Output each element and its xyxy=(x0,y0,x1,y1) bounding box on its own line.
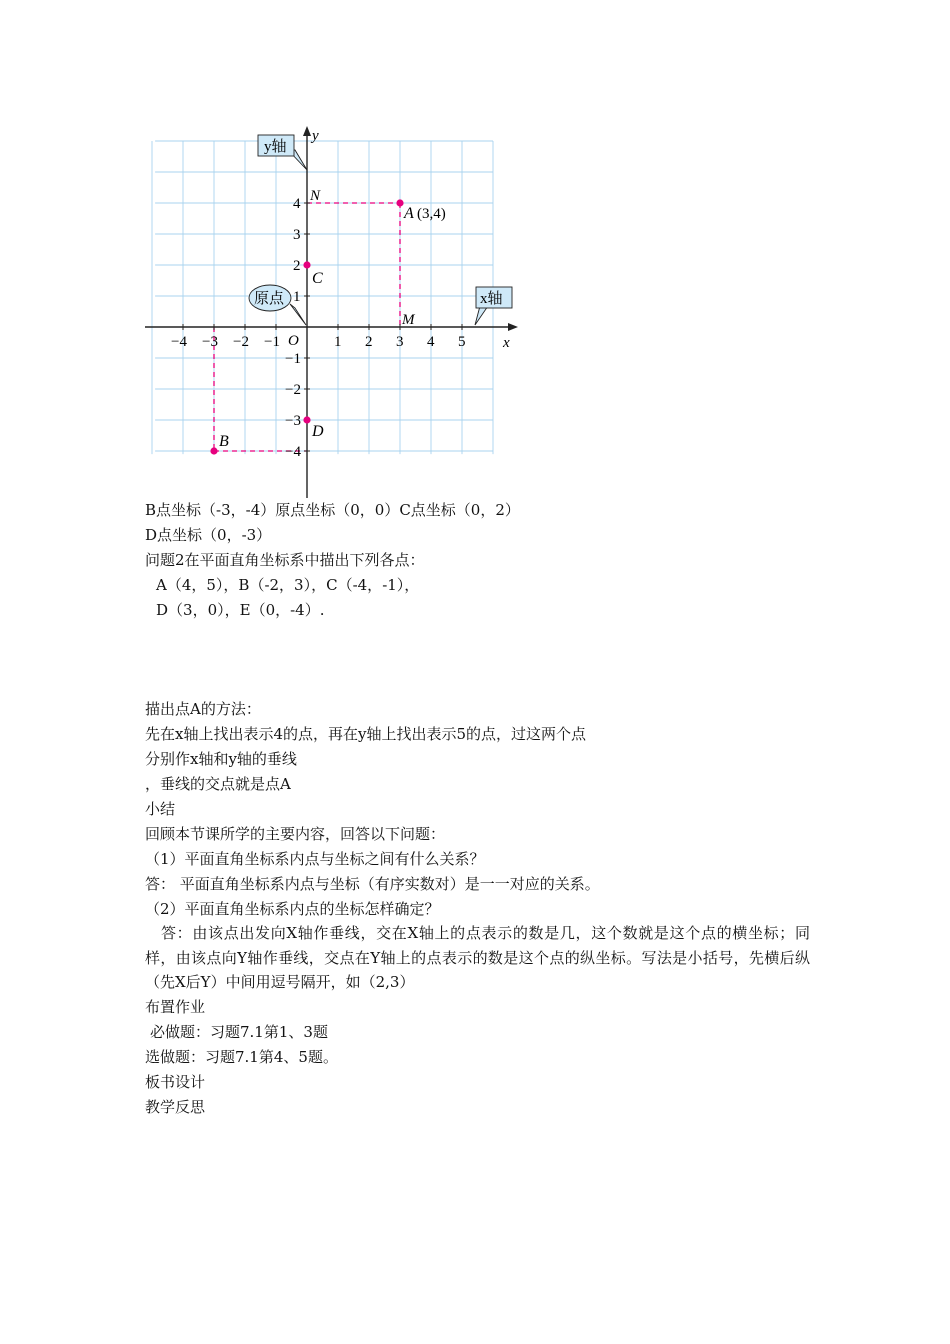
section-heading-reflection: 教学反思 xyxy=(145,1098,206,1116)
y-callout-text: y轴 xyxy=(264,139,287,155)
y-axis-arrow xyxy=(303,126,311,136)
x-tick-label: 1 xyxy=(334,334,342,350)
question-1: （1）平面直角坐标系内点与坐标之间有什么关系？ xyxy=(145,850,485,868)
y-tick-label: 3 xyxy=(293,227,301,243)
section-heading-board-design: 板书设计 xyxy=(145,1073,206,1091)
text-line-4: A（4，5），B（-2，3），C（-4，-1）， xyxy=(156,576,420,594)
y-tick-label: −1 xyxy=(285,351,301,367)
point-label-c: C xyxy=(312,270,323,287)
x-tick-label: 5 xyxy=(458,334,466,350)
text-line-7: 先在x轴上找出表示4的点，再在y轴上找出表示5的点，过这两个点 xyxy=(145,725,587,743)
x-callout-text: x轴 xyxy=(480,291,503,307)
label-m: M xyxy=(402,312,415,328)
text-line-5: D（3，0），E（0，-4）. xyxy=(156,601,325,619)
text-line-1: B点坐标（-3，-4）原点坐标（0，0）C点坐标（0，2） xyxy=(145,501,520,519)
point-c xyxy=(303,261,310,268)
text-line-6: 描出点A的方法： xyxy=(145,700,261,718)
y-tick-label: −3 xyxy=(285,413,301,429)
y-tick-label: 1 xyxy=(293,289,301,305)
answer-2-paragraph: 答：由该点出发向X轴作垂线，交在X轴上的点表示的数是几，这个数就是这个点的横坐标；同样，由该点向Y轴作垂线，交点在Y轴上的点表示的数是这个点的纵坐标。写法是小括号，先横后纵（先X后Y）中间用逗号隔开，如（2,3） xyxy=(145,924,810,991)
x-axis-letter: x xyxy=(503,335,510,351)
x-tick-label: −4 xyxy=(171,334,187,350)
y-tick-label: 2 xyxy=(293,258,301,274)
point-b xyxy=(210,447,217,454)
x-tick-label: 4 xyxy=(427,334,435,350)
section-heading-homework: 布置作业 xyxy=(145,998,206,1016)
x-axis-arrow xyxy=(508,323,518,331)
label-n: N xyxy=(310,188,321,204)
section-heading-summary: 小结 xyxy=(145,800,176,818)
text-line-8: 分别作x轴和y轴的垂线 xyxy=(145,750,297,768)
origin-callout-text: 原点 xyxy=(254,291,285,307)
x-tick-label: −1 xyxy=(264,334,280,350)
required-homework: 必做题：习题7.1第1、3题 xyxy=(150,1023,328,1041)
optional-homework: 选做题：习题7.1第4、5题。 xyxy=(145,1048,338,1066)
coordinate-plane-diagram xyxy=(140,120,530,500)
point-label-a: A xyxy=(404,205,414,222)
point-a xyxy=(396,199,403,206)
origin-letter: O xyxy=(288,333,299,349)
point-label-d: D xyxy=(312,423,324,440)
x-axis-callout xyxy=(475,287,512,325)
grid-lines xyxy=(152,141,493,454)
x-tick-label: −2 xyxy=(233,334,249,350)
point-d xyxy=(303,416,310,423)
answer-1: 答： 平面直角坐标系内点与坐标（有序实数对）是一一对应的关系。 xyxy=(145,875,600,893)
y-axis-callout xyxy=(258,135,307,170)
text-line-3: 问题2在平面直角坐标系中描出下列各点： xyxy=(145,551,425,569)
x-tick-labels xyxy=(171,324,466,350)
text-line-2: D点坐标（0，-3） xyxy=(145,526,272,544)
point-coord-a: (3,4) xyxy=(417,206,446,222)
question-2: （2）平面直角坐标系内点的坐标怎样确定？ xyxy=(145,900,440,918)
y-axis-letter: y xyxy=(312,128,319,144)
text-line-9: ，垂线的交点就是点A xyxy=(145,775,291,793)
x-tick-label: −3 xyxy=(202,334,218,350)
y-tick-label: 4 xyxy=(293,196,301,212)
x-tick-label: 3 xyxy=(396,334,404,350)
point-label-b: B xyxy=(219,433,229,450)
x-tick-label: 2 xyxy=(365,334,373,350)
y-tick-label: −2 xyxy=(285,382,301,398)
text-line-11: 回顾本节课所学的主要内容，回答以下问题： xyxy=(145,825,446,843)
y-tick-label: −4 xyxy=(285,444,301,460)
